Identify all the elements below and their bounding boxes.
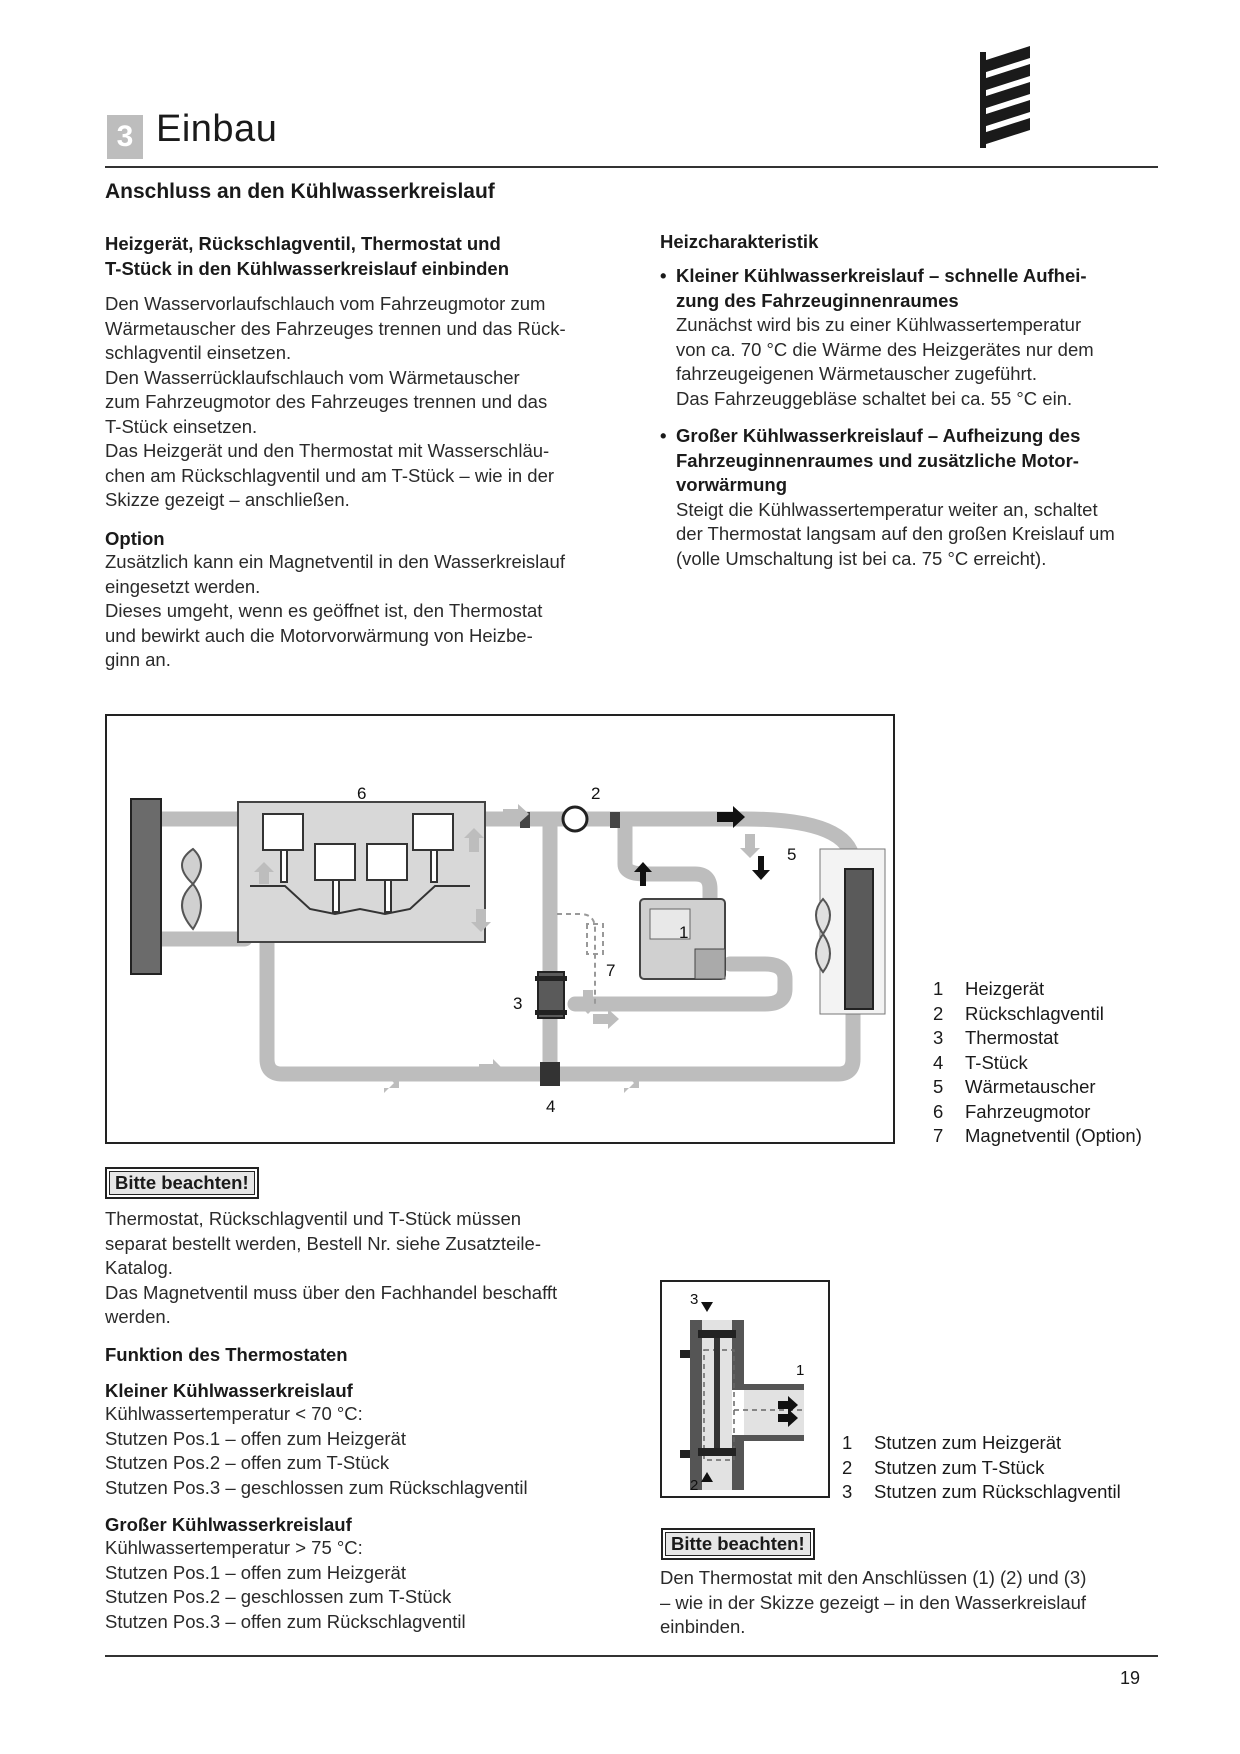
note2-body — [660, 1566, 1086, 1640]
note-line: separat bestellt werden, Bestell Nr. siehe Zusatzteile- — [105, 1232, 541, 1254]
large-circuit-line: Kühlwassertemperatur > 75 °C: — [105, 1537, 363, 1558]
bullet-text-line: Zunächst wird bis zu einer Kühlwassertemperatur — [676, 314, 1082, 335]
small-circuit-line: Stutzen Pos.3 – geschlossen zum Rückschlagventil — [105, 1476, 528, 1498]
diagram-label: 6 — [357, 784, 367, 803]
chapter-number: 3 — [107, 115, 143, 159]
body-line: Den Wasservorlaufschlauch vom Fahrzeugmotor zum — [105, 293, 546, 314]
bullet-title-line: zung des Fahrzeuginnenraumes — [676, 289, 959, 311]
legend-item: 2 Rückschlagventil — [933, 1002, 1104, 1024]
note-badge: Bitte beachten! — [661, 1528, 815, 1560]
bullet-title-line: Kleiner Kühlwasserkreislauf – schnelle Aufhei- — [676, 265, 1087, 286]
bullet-large-circuit — [660, 424, 1115, 571]
section-title: Anschluss an den Kühlwasserkreislauf — [105, 180, 495, 203]
note-line: Das Magnetventil muss über den Fachhandel beschafft — [105, 1281, 558, 1303]
option-line: Dieses umgeht, wenn es geöffnet ist, den Thermostat — [105, 600, 543, 621]
bullet-dot-icon: • — [660, 425, 667, 446]
chapter-title: Einbau — [156, 108, 278, 150]
note-line: Den Thermostat mit den Anschlüssen (1) (2) und (3) — [660, 1567, 1087, 1588]
body-line: Skizze gezeigt – anschließen. — [105, 489, 350, 510]
large-circuit-title: Großer Kühlwasserkreislauf — [105, 1514, 352, 1535]
footer-rule — [105, 1655, 1158, 1657]
option-line: und bewirkt auch die Motorvorwärmung von Heizbe- — [105, 624, 533, 646]
option-body — [105, 550, 565, 673]
bullet-title-line: Fahrzeuginnenraumes und zusätzliche Motor- — [676, 449, 1079, 471]
body-line: Den Wasserrücklaufschlauch vom Wärmetauscher — [105, 366, 520, 388]
body-line: T-Stück einsetzen. — [105, 415, 258, 437]
small-circuit-line: Kühlwassertemperatur < 70 °C: — [105, 1403, 363, 1424]
bullet-text-line: (volle Umschaltung ist bei ca. 75 °C erreicht). — [676, 547, 1047, 569]
large-circuit-line: Stutzen Pos.1 – offen zum Heizgerät — [105, 1561, 406, 1583]
body-line: schlagventil einsetzen. — [105, 342, 292, 363]
note-line: Thermostat, Rückschlagventil und T-Stück müssen — [105, 1208, 522, 1229]
option-line: ginn an. — [105, 649, 171, 670]
note-line: einbinden. — [660, 1616, 746, 1637]
note-line: werden. — [105, 1306, 171, 1327]
diagram-label: 2 — [591, 784, 601, 803]
body-line: Das Heizgerät und den Thermostat mit Wasserschläu- — [105, 440, 550, 461]
small-circuit-line: Stutzen Pos.1 – offen zum Heizgerät — [105, 1427, 406, 1449]
install-heading-line: T-Stück in den Kühlwasserkreislauf einbinden — [105, 258, 510, 279]
bullet-text-line: Steigt die Kühlwassertemperatur weiter an, schaltet — [676, 498, 1098, 520]
legend-item: 1 Stutzen zum Heizgerät — [842, 1432, 1062, 1453]
note-line: – wie in der Skizze gezeigt – in den Wasserkreislauf — [660, 1591, 1087, 1613]
bullet-title-line: Großer Kühlwasserkreislauf – Aufheizung des — [676, 425, 1081, 446]
header-rule — [105, 166, 1158, 168]
note-badge: Bitte beachten! — [105, 1167, 259, 1199]
small-circuit-body — [105, 1402, 528, 1500]
thermostat-section-diagram — [660, 1280, 830, 1498]
section-label: 1 — [796, 1362, 805, 1379]
bullet-dot-icon: • — [660, 265, 667, 286]
body-line: zum Fahrzeugmotor des Fahrzeuges trennen und das — [105, 391, 548, 412]
bullet-text-line: fahrzeugeigenen Wärmetauscher zugeführt. — [676, 363, 1037, 384]
small-circuit-title: Kleiner Kühlwasserkreislauf — [105, 1380, 353, 1401]
section-label: 3 — [690, 1291, 699, 1308]
bullet-text-line: von ca. 70 °C die Wärme des Heizgerätes nur dem — [676, 338, 1094, 360]
thermostat-function-heading: Funktion des Thermostaten — [105, 1344, 348, 1365]
heating-characteristic-heading: Heizcharakteristik — [660, 231, 819, 252]
legend-item: 1 Heizgerät — [933, 978, 1045, 999]
diagram-label: 3 — [513, 994, 523, 1013]
option-line: Zusätzlich kann ein Magnetventil in den Wasserkreislauf — [105, 551, 565, 572]
legend-item: 5 Wärmetauscher — [933, 1076, 1096, 1097]
option-line: eingesetzt werden. — [105, 575, 261, 597]
large-circuit-body — [105, 1536, 466, 1634]
legend-item: 6 Fahrzeugmotor — [933, 1100, 1091, 1122]
note1-body — [105, 1207, 557, 1330]
brand-logo-icon — [978, 44, 1038, 152]
section-label: 2 — [690, 1477, 699, 1494]
diagram-label: 7 — [606, 961, 616, 980]
large-circuit-line: Stutzen Pos.2 – geschlossen zum T-Stück — [105, 1586, 452, 1607]
install-heading — [105, 231, 509, 281]
page-number: 19 — [1120, 1668, 1141, 1688]
note-line: Katalog. — [105, 1257, 173, 1278]
legend-item: 4 T-Stück — [933, 1051, 1028, 1073]
body-line: chen am Rückschlagventil und am T-Stück – wie in der — [105, 464, 555, 486]
diagram1-legend — [933, 977, 1142, 1149]
install-heading-line: Heizgerät, Rückschlagventil, Thermostat und — [105, 233, 501, 254]
bullet-title-line: vorwärmung — [676, 474, 788, 495]
small-circuit-line: Stutzen Pos.2 – offen zum T-Stück — [105, 1452, 390, 1473]
option-heading: Option — [105, 528, 165, 549]
diagram-label: 1 — [679, 923, 689, 942]
large-circuit-line: Stutzen Pos.3 – offen zum Rückschlagventil — [105, 1610, 466, 1632]
bullet-small-circuit — [660, 264, 1094, 411]
install-body — [105, 292, 566, 513]
legend-item: 3 Thermostat — [933, 1027, 1059, 1048]
body-line: Wärmetauscher des Fahrzeuges trennen und das Rück- — [105, 317, 566, 339]
diagram2-legend — [842, 1431, 1121, 1505]
legend-item: 7 Magnetventil (Option) — [933, 1125, 1142, 1146]
bullet-text-line: Das Fahrzeuggebläse schaltet bei ca. 55 °C ein. — [676, 387, 1073, 409]
legend-item: 2 Stutzen zum T-Stück — [842, 1456, 1045, 1478]
legend-item: 3 Stutzen zum Rückschlagventil — [842, 1481, 1121, 1502]
bullet-text-line: der Thermostat langsam auf den großen Kreislauf um — [676, 523, 1115, 544]
diagram-label: 5 — [787, 845, 797, 864]
cooling-circuit-diagram — [105, 714, 895, 1144]
diagram-label: 4 — [546, 1097, 556, 1116]
